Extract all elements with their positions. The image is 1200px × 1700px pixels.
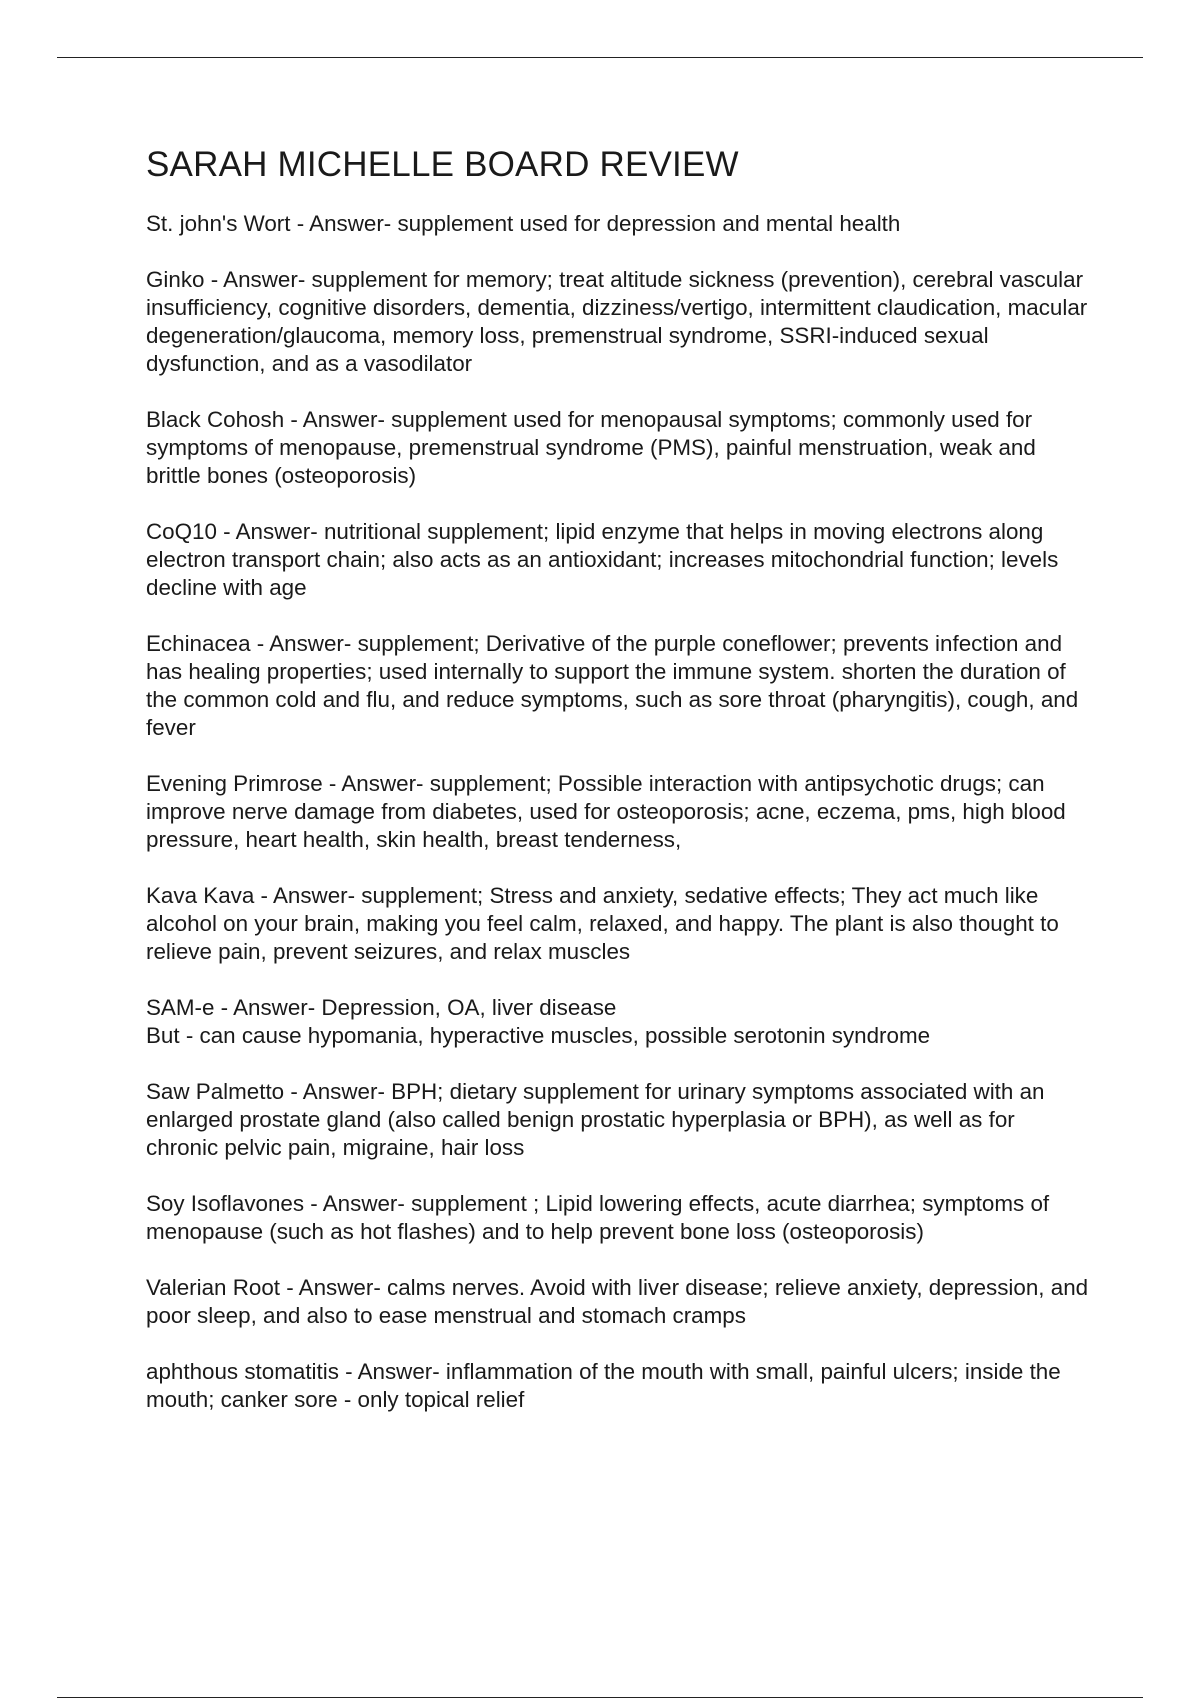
entry-text: Soy Isoflavones - Answer- supplement ; Lipid lowering effects, acute diarrhea; symptoms of menopause (such as hot flashes) and to help prevent bone loss (osteoporosis) (146, 1191, 1050, 1244)
entry-black-cohosh (146, 406, 1091, 490)
entry-text: aphthous stomatitis - Answer- inflammation of the mouth with small, painful ulcers; inside the mouth; canker sore - only topical relief (146, 1359, 1061, 1412)
entry-text: Echinacea - Answer- supplement; Derivative of the purple coneflower; prevents infection and has healing properties; used internally to support the immune system. shorten the duration of the common cold and flu, and reduce symptoms, such as sore throat (pharyngitis), cough, and fever (146, 631, 1079, 740)
entry-soy-isoflavones (146, 1190, 1091, 1246)
entry-aphthous-stomatitis (146, 1358, 1091, 1414)
entry-kava-kava (146, 882, 1091, 966)
entry-text-continued: But - can cause hypomania, hyperactive muscles, possible serotonin syndrome (146, 1023, 931, 1048)
entry-echinacea (146, 630, 1091, 742)
entry-st-johns-wort (146, 210, 1091, 238)
entry-text: Valerian Root - Answer- calms nerves. Avoid with liver disease; relieve anxiety, depression, and poor sleep, and also to ease menstrual and stomach cramps (146, 1275, 1089, 1328)
entry-text: St. john's Wort - Answer- supplement used for depression and mental health (146, 211, 901, 236)
entry-text: Kava Kava - Answer- supplement; Stress and anxiety, sedative effects; They act much like alcohol on your brain, making you feel calm, relaxed, and happy. The plant is also thought to relieve pain, prevent seizures, and relax muscles (146, 883, 1059, 964)
entry-ginko (146, 266, 1091, 378)
entry-coq10 (146, 518, 1091, 602)
entry-text: SAM-e - Answer- Depression, OA, liver disease (146, 995, 617, 1020)
entry-valerian-root (146, 1274, 1091, 1330)
top-rule (57, 57, 1143, 58)
entry-text: Black Cohosh - Answer- supplement used for menopausal symptoms; commonly used for symptoms of menopause, premenstrual syndrome (PMS), painful menstruation, weak and brittle bones (osteoporosis) (146, 407, 1036, 488)
entry-text: Saw Palmetto - Answer- BPH; dietary supplement for urinary symptoms associated with an enlarged prostate gland (also called benign prostatic hyperplasia or BPH), as well as for chronic pelvic pain, migraine, hair loss (146, 1079, 1045, 1160)
document-body (146, 140, 1091, 1442)
page-title: SARAH MICHELLE BOARD REVIEW (146, 145, 739, 184)
entry-sam-e (146, 994, 1091, 1050)
entry-saw-palmetto (146, 1078, 1091, 1162)
entry-text: Evening Primrose - Answer- supplement; Possible interaction with antipsychotic drugs; can improve nerve damage from diabetes, used for osteoporosis; acne, eczema, pms, high blood pressure, heart health, skin health, breast tenderness, (146, 771, 1066, 852)
entry-text: CoQ10 - Answer- nutritional supplement; lipid enzyme that helps in moving electrons along electron transport chain; also acts as an antioxidant; increases mitochondrial function; levels decline with age (146, 519, 1059, 600)
entry-text: Ginko - Answer- supplement for memory; treat altitude sickness (prevention), cerebral vascular insufficiency, cognitive disorders, dementia, dizziness/vertigo, intermittent claudication, macular degeneration/glaucoma, memory loss, premenstrual syndrome, SSRI-induced sexual dysfunction, and as a vasodilator (146, 267, 1088, 376)
bottom-rule (57, 1697, 1143, 1698)
entry-evening-primrose (146, 770, 1091, 854)
